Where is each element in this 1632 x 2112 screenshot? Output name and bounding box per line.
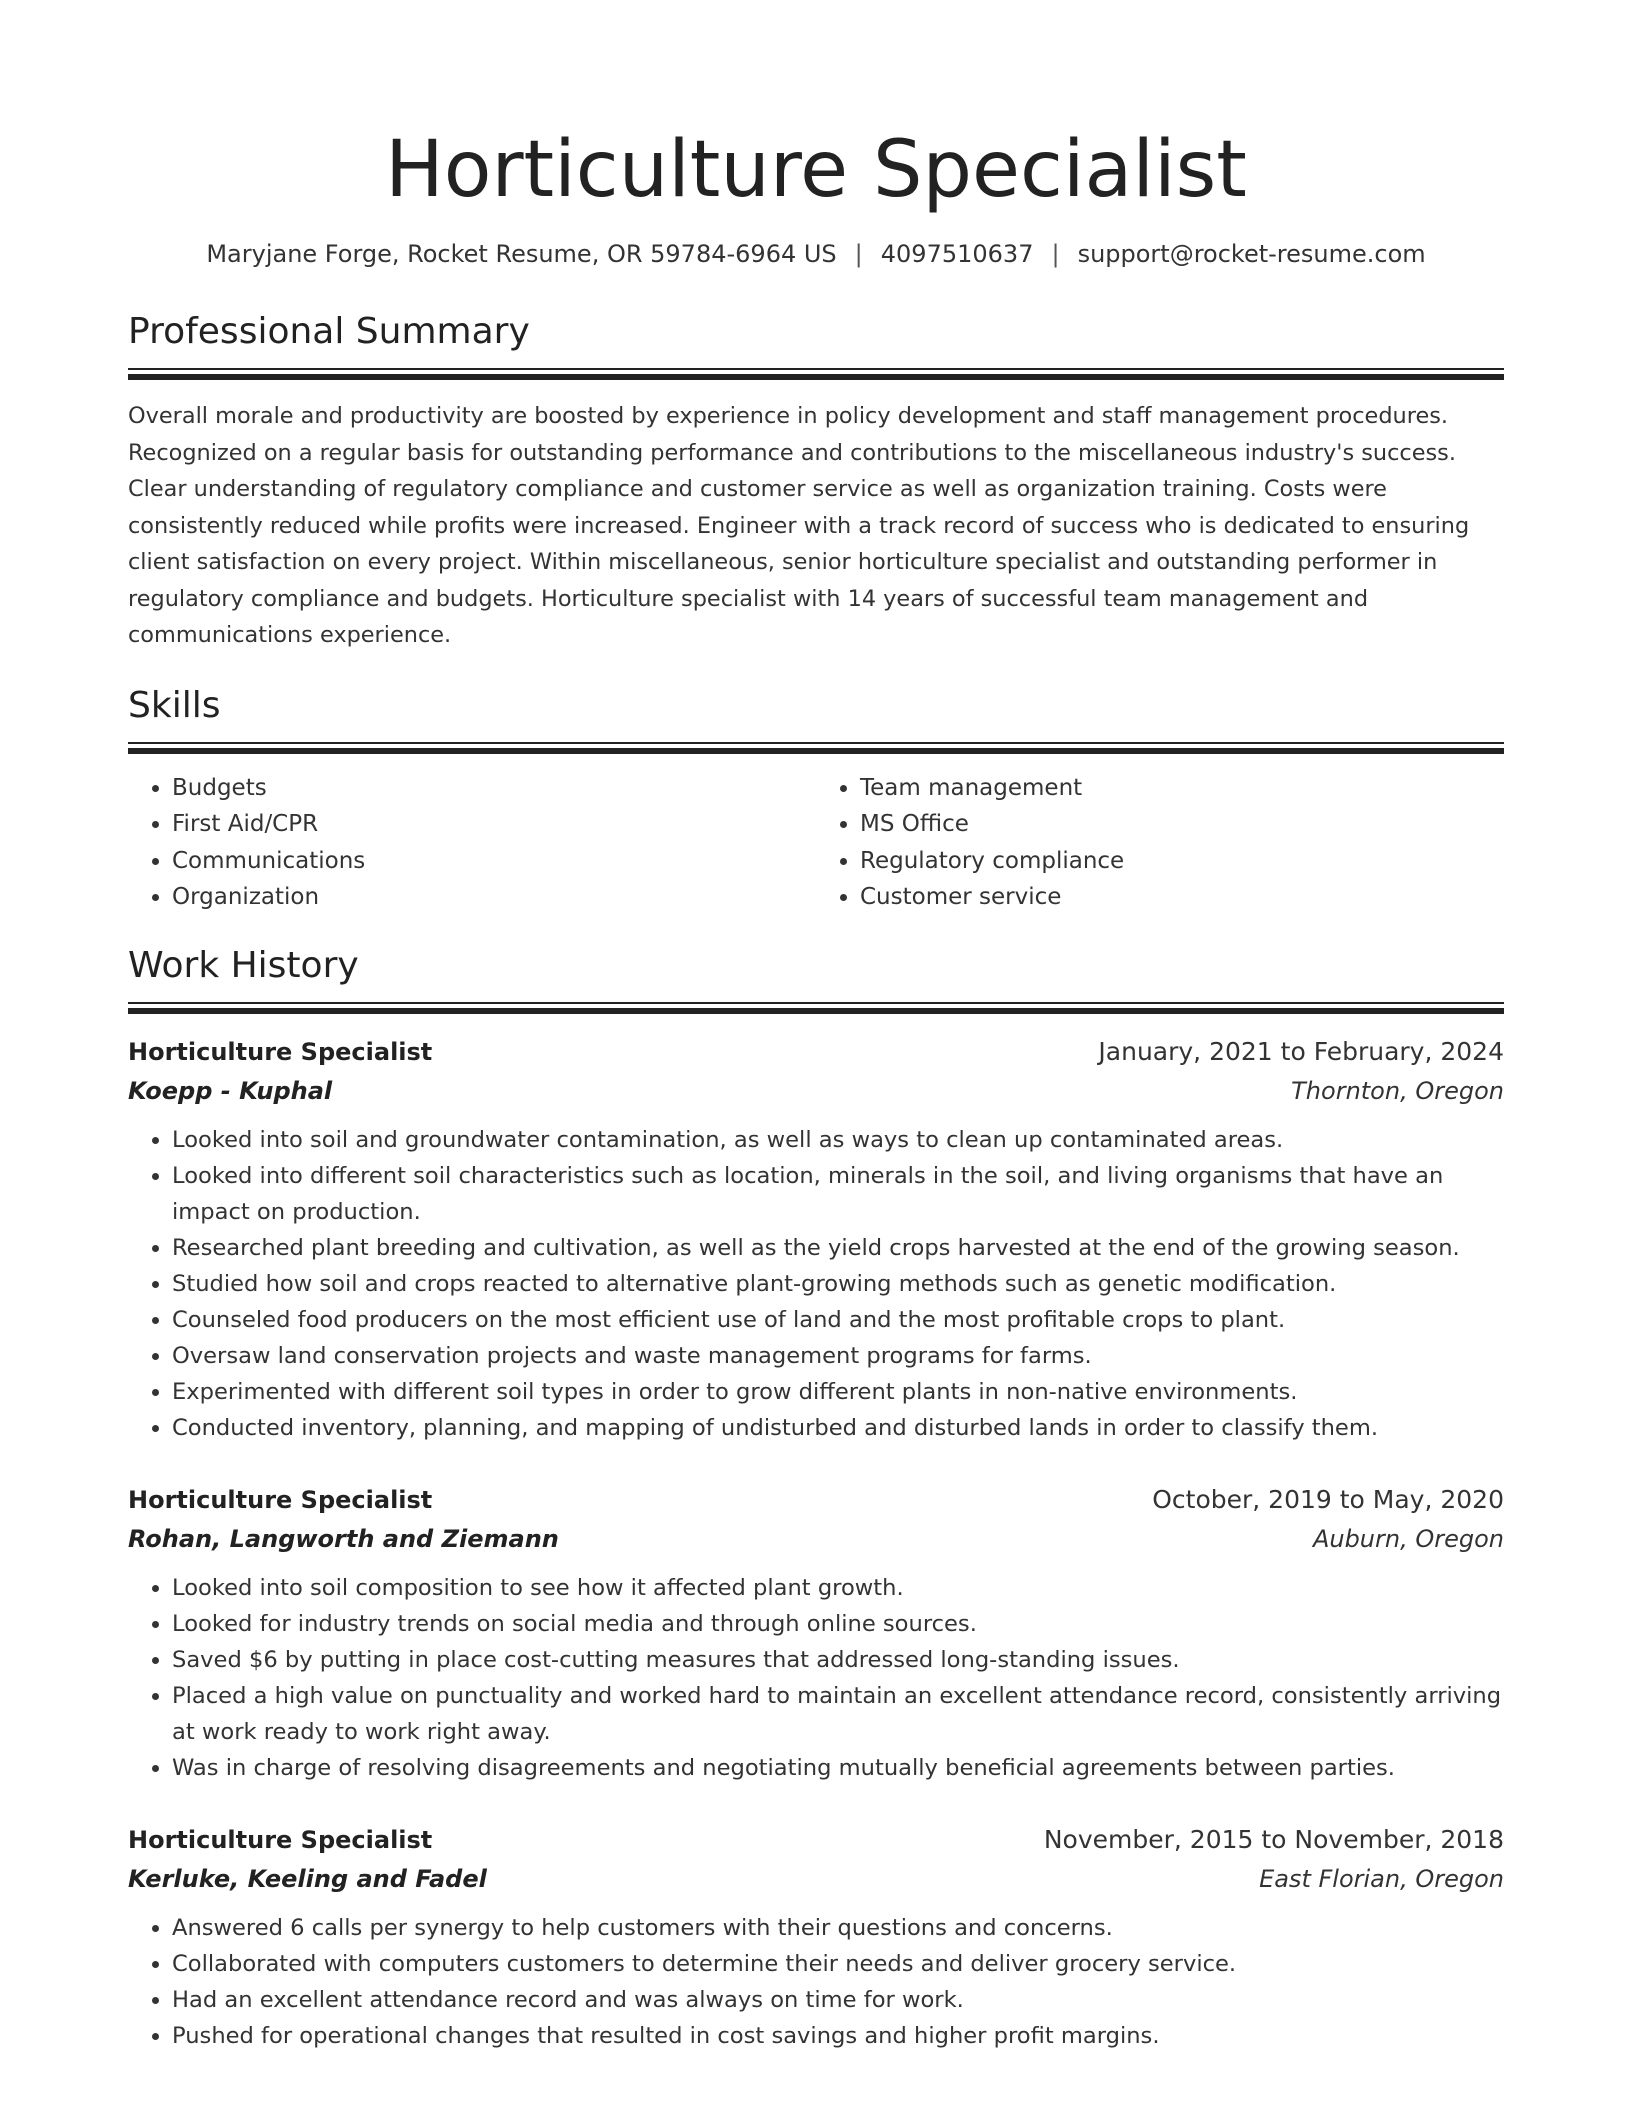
job-entry [128,1820,1504,2054]
job-bullet: • Saved $6 by putting in place cost-cutting measures that addressed long-standing issues. [172,1642,1504,1678]
job-bullets [128,1122,1504,1446]
job-title: Horticulture Specialist [128,1037,433,1066]
job-title: Horticulture Specialist [128,1485,433,1514]
section-header [128,310,1504,380]
job-dates: October, 2019 to May, 2020 [1152,1484,1504,1514]
work-history-section [128,944,1504,2054]
job-bullets [128,1910,1504,2054]
job-bullet: • Had an excellent attendance record and was always on time for work. [172,1982,1504,2018]
job-company: Koepp - Kuphal [128,1076,333,1105]
job-bullet: • Looked for industry trends on social media and through online sources. [172,1606,1504,1642]
job-company: Kerluke, Keeling and Fadel [128,1864,487,1893]
job-entry [128,1032,1504,1446]
job-location: Thornton, Oregon [1291,1076,1504,1105]
contact-address: Maryjane Forge, Rocket Resume, OR 59784-6964 US [206,240,837,268]
contact-phone: 4097510637 [880,240,1034,268]
skill-item: • Budgets [172,770,816,807]
job-bullet: • Studied how soil and crops reacted to alternative plant-growing methods such as genetic modification. [172,1266,1504,1302]
job-bullet: • Looked into soil and groundwater contamination, as well as ways to clean up contaminated areas. [172,1122,1504,1158]
job-bullet: • Collaborated with computers customers to determine their needs and deliver grocery service. [172,1946,1504,1982]
job-title: Horticulture Specialist [128,1825,433,1854]
job-bullet: • Answered 6 calls per synergy to help customers with their questions and concerns. [172,1910,1504,1946]
section-header [128,684,1504,754]
skills-section [128,684,1504,916]
skill-item: • Team management [860,770,1504,807]
job-entry [128,1480,1504,1786]
job-dates: January, 2021 to February, 2024 [1098,1036,1504,1066]
job-bullet: • Experimented with different soil types in order to grow different plants in non-native environments. [172,1374,1504,1410]
job-bullet: • Placed a high value on punctuality and worked hard to maintain an excellent attendance record, consistently arriving at work ready to work right away. [172,1678,1504,1750]
contact-separator: | [854,240,863,268]
contact-line [128,238,1504,270]
work-history-heading: Work History [128,944,359,986]
section-rule [128,742,1504,754]
skills-list-right [816,770,1504,916]
skill-item: • Communications [172,843,816,880]
job-bullet: • Was in charge of resolving disagreements and negotiating mutually beneficial agreements between parties. [172,1750,1504,1786]
skill-item: • Organization [172,879,816,916]
job-bullet: • Conducted inventory, planning, and mapping of undisturbed and disturbed lands in order to classify them. [172,1410,1504,1446]
section-rule [128,368,1504,380]
section-rule [128,1002,1504,1014]
job-bullet: • Counseled food producers on the most efficient use of land and the most profitable crops to plant. [172,1302,1504,1338]
job-bullet: • Looked into soil composition to see how it affected plant growth. [172,1570,1504,1606]
job-company: Rohan, Langworth and Ziemann [128,1524,559,1553]
section-header [128,944,1504,1014]
skills-columns [128,770,1504,916]
job-bullet: • Pushed for operational changes that resulted in cost savings and higher profit margins. [172,2018,1504,2054]
job-location: East Florian, Oregon [1259,1864,1504,1893]
skill-item: • Regulatory compliance [860,843,1504,880]
summary-section [128,310,1504,654]
job-bullet: • Researched plant breeding and cultivation, as well as the yield crops harvested at the end of the growing season. [172,1230,1504,1266]
skill-item: • First Aid/CPR [172,806,816,843]
contact-email: support@rocket-resume.com [1077,240,1426,268]
contact-separator: | [1051,240,1060,268]
skill-item: • Customer service [860,879,1504,916]
job-bullets [128,1570,1504,1786]
resume-page [128,0,1504,2054]
skill-item: • MS Office [860,806,1504,843]
skills-heading: Skills [128,684,221,726]
summary-heading: Professional Summary [128,311,530,352]
skills-list-left [128,770,816,916]
job-bullet: • Oversaw land conservation projects and waste management programs for farms. [172,1338,1504,1374]
summary-text: Overall morale and productivity are boosted by experience in policy development and staff management procedures. Recognized on a regular basis for outstanding performance and contributions to the miscellaneous industry's success. Clear understanding of regulatory compliance and customer service as well as organization training. Costs were consistently reduced while profits were increased. Engineer with a track record of success who is dedicated to ensuring client satisfaction on every project. Within miscellaneous, senior horticulture specialist and outstanding performer in regulatory compliance and budgets. Horticulture specialist with 14 years of successful team management and communications experience. [128,403,1470,648]
job-dates: November, 2015 to November, 2018 [1043,1824,1504,1854]
job-bullet: • Looked into different soil characteristics such as location, minerals in the soil, and living organisms that have an impact on production. [172,1158,1504,1230]
resume-title: Horticulture Specialist [385,125,1247,215]
job-location: Auburn, Oregon [1312,1524,1504,1553]
